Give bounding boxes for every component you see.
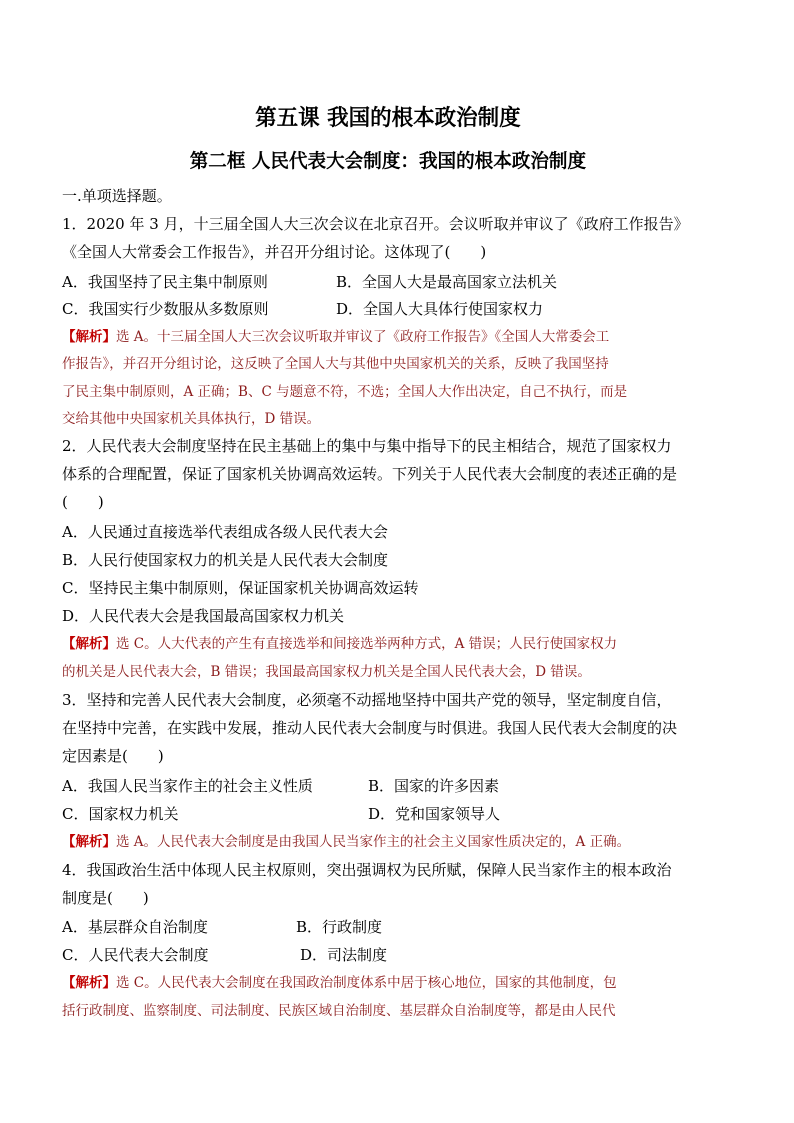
question-1-answer-line-2: 作报告》，并召开分组讨论，这反映了全国人大与其他中央国家机关的关系，反映了我国坚持: [62, 356, 609, 372]
question-2-answer-line-2: 的机关是人民代表大会，B 错误；我国最高国家权力机关是全国人民代表大会，D 错误。: [62, 664, 591, 680]
question-2-option-b: B．人民行使国家权力的机关是人民代表大会制度: [62, 551, 389, 569]
question-4-option-b: B．行政制度: [296, 918, 383, 936]
question-3-option-b: B．国家的许多因素: [368, 777, 500, 795]
question-2-stem-line-3: ( ): [62, 493, 104, 511]
question-2-stem-line-2: 体系的合理配置，保证了国家机关协调高效运转。下列关于人民代表大会制度的表述正确的是: [62, 465, 678, 483]
question-3-option-c: C．国家权力机关: [62, 805, 179, 823]
lesson-subtitle: 第二框 人民代表大会制度：我国的根本政治制度: [189, 150, 587, 172]
question-2-option-c: C．坚持民主集中制原则，保证国家机关协调高效运转: [62, 579, 419, 597]
question-3-stem-line-1: 3．坚持和完善人民代表大会制度，必须毫不动摇地坚持中国共产党的领导，坚定制度自信，: [62, 691, 672, 709]
question-1-stem-line-1: 1．2020 年 3 月，十三届全国人大三次会议在北京召开。会议听取并审议了《政府工作报告》: [62, 215, 689, 233]
question-4-stem-line-2: 制度是( ): [62, 889, 149, 907]
question-2-answer-line-1: 【解析】选 C。人大代表的产生有直接选举和间接选举两种方式，A 错误；人民行使国家权力: [62, 636, 618, 652]
section-heading: 一.单项选择题。: [62, 187, 172, 205]
answer-tag: 【解析】: [62, 329, 116, 345]
question-1-option-b: B．全国人大是最高国家立法机关: [336, 273, 558, 291]
question-1-answer-line-1: 【解析】选 A。十三届全国人大三次会议听取并审议了《政府工作报告》《全国人大常委会工: [62, 329, 610, 345]
question-4-answer-line-1: 【解析】选 C。人民代表大会制度在我国政治制度体系中居于核心地位，国家的其他制度，包: [62, 975, 617, 991]
question-3-stem-line-3: 定因素是( ): [62, 747, 164, 765]
question-4-option-c: C．人民代表大会制度: [62, 946, 209, 964]
question-1-option-a: A．我国坚持了民主集中制原则: [62, 273, 268, 291]
question-2-option-d: D．人民代表大会是我国最高国家权力机关: [62, 607, 345, 625]
question-1-option-c: C．我国实行少数服从多数原则: [62, 300, 269, 318]
question-4-option-a: A．基层群众自治制度: [62, 918, 208, 936]
question-4-option-d: D．司法制度: [300, 946, 388, 964]
question-1-answer-line-4: 交给其他中央国家机关具体执行，D 错误。: [62, 411, 321, 427]
question-3-option-a: A．我国人民当家作主的社会主义性质: [62, 777, 313, 795]
question-2-stem-line-1: 2．人民代表大会制度坚持在民主基础上的集中与集中指导下的民主相结合，规范了国家权力: [62, 437, 672, 455]
lesson-title: 第五课 我国的根本政治制度: [255, 105, 521, 131]
question-1-answer-line-3: 了民主集中制原则，A 正确；B、C 与题意不符，不选；全国人大作出决定，自己不执行，而是: [62, 384, 628, 400]
question-1-stem-line-2: 《全国人大常委会工作报告》，并召开分组讨论。这体现了( ): [62, 243, 487, 261]
question-3-stem-line-2: 在坚持中完善，在实践中发展，推动人民代表大会制度与时俱进。我国人民代表大会制度的决: [62, 719, 678, 737]
question-3-answer-line-1: 【解析】选 A。人民代表大会制度是由我国人民当家作主的社会主义国家性质决定的，A 正确。: [62, 834, 631, 850]
question-2-option-a: A．人民通过直接选举代表组成各级人民代表大会: [62, 523, 388, 541]
question-4-stem-line-1: 4．我国政治生活中体现人民主权原则，突出强调权为民所赋，保障人民当家作主的根本政治: [62, 861, 672, 879]
question-1-option-d: D．全国人大具体行使国家权力: [336, 300, 544, 318]
question-3-option-d: D．党和国家领导人: [368, 805, 501, 823]
question-4-answer-line-2: 括行政制度、监察制度、司法制度、民族区域自治制度、基层群众自治制度等，都是由人民代: [62, 1003, 616, 1019]
